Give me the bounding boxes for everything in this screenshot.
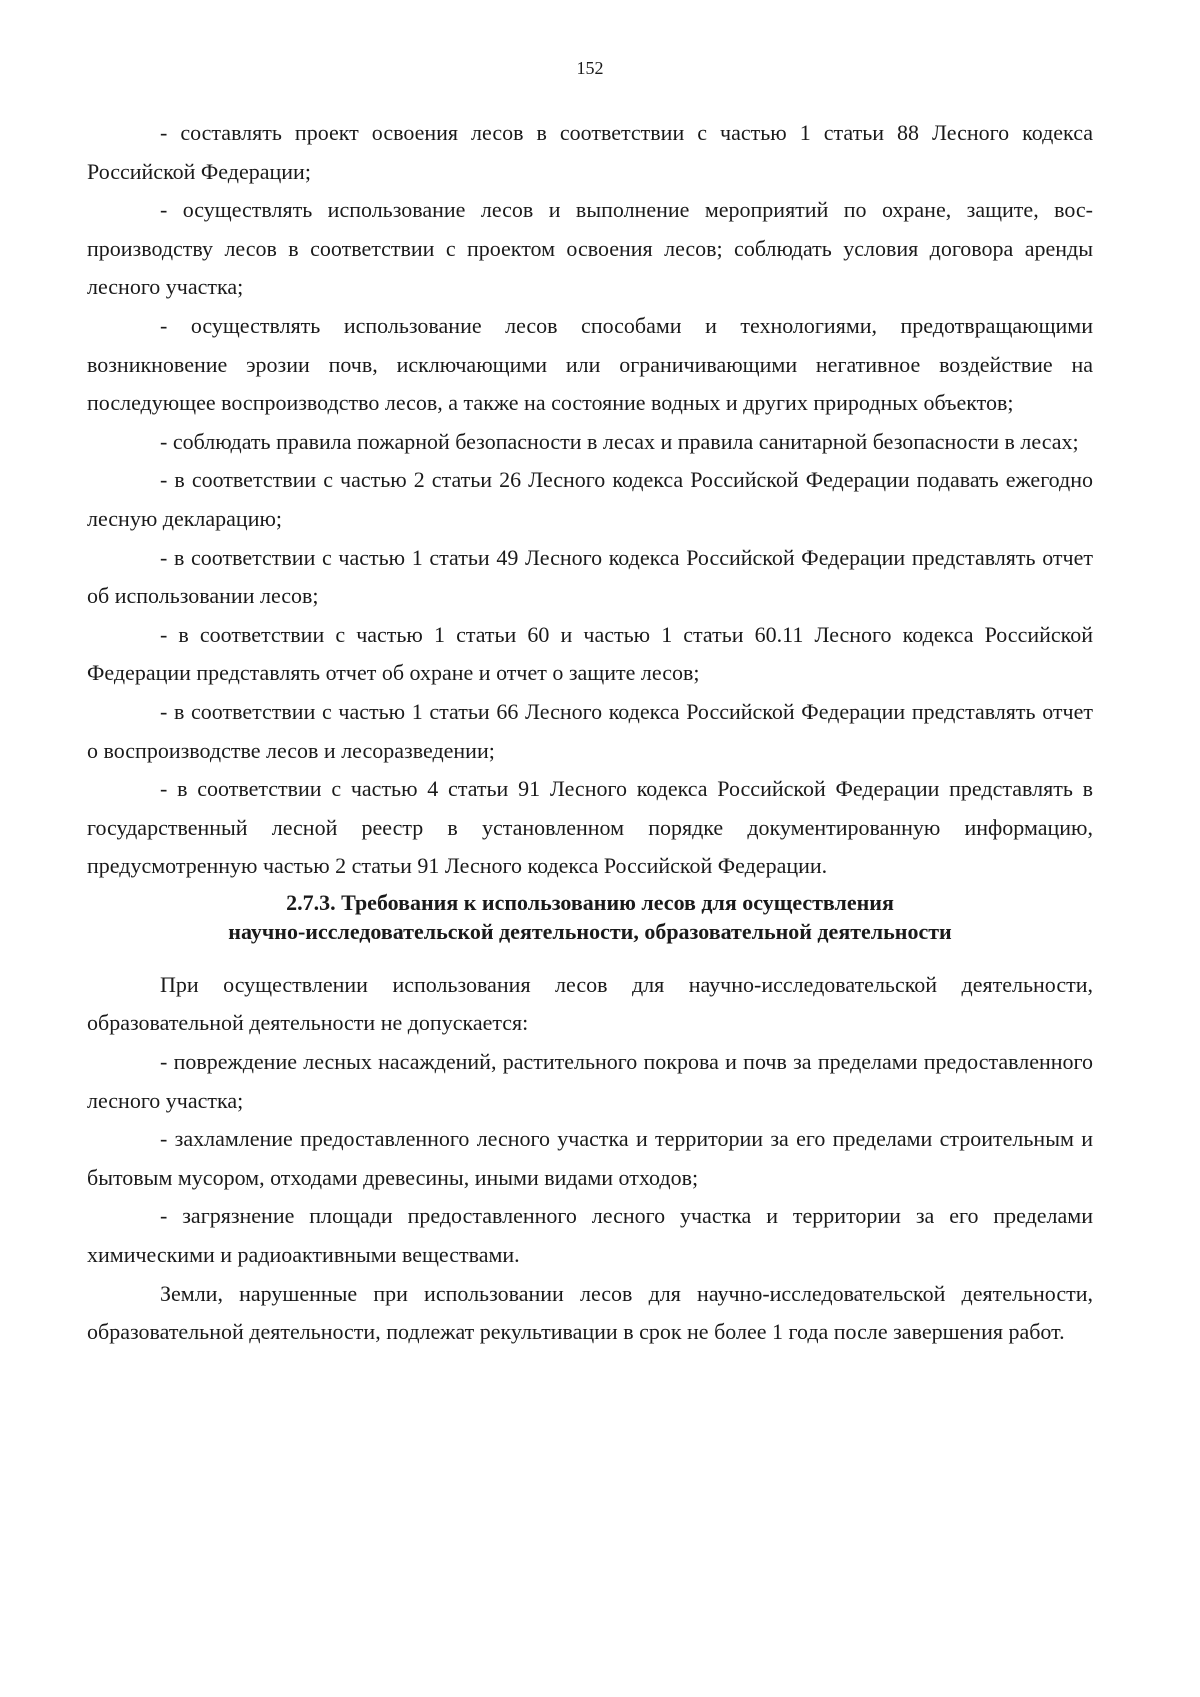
paragraph-9: - в соответствии с частью 4 статьи 91 Лесного кодекса Российской Федерации представлять в государственный лесной реестр в установленном порядке документированную информацию, предусмотренную частью 2 статьи 91 Лесного кодекса Российской Федерации. xyxy=(87,776,1093,879)
paragraph-14: Земли, нарушенные при использовании лесов для научно-исследовательской деятельности, образовательной деятельности, подлежат рекультивации в срок не более 1 года после завершения работ. xyxy=(87,1280,1093,1345)
paragraph-6: - в соответствии с частью 1 статьи 49 Лесного кодекса Российской Федерации представлять отчет об использовании лесов; xyxy=(87,544,1093,609)
paragraph-2: - осуществлять использование лесов и выполнение мероприятий по охране, защите, воспроизводству лесов в соответствии с проектом освоения лесов; соблюдать условия договора аренды лесного участка; xyxy=(87,197,1093,300)
paragraph-5: - в соответствии с частью 2 статьи 26 Лесного кодекса Российской Федерации подавать ежегодно лесную декларацию; xyxy=(87,467,1093,531)
paragraph-8: - в соответствии с частью 1 статьи 66 Лесного кодекса Российской Федерации представлять отчет о воспроизводстве лесов и лесоразведении; xyxy=(87,698,1093,763)
section-heading-line-1: 2.7.3. Требования к использованию лесов для осуществления xyxy=(286,889,894,915)
paragraph-4: - соблюдать правила пожарной безопасности в лесах и правила санитарной безопасности в лесах; xyxy=(160,428,1079,454)
section-body xyxy=(87,966,1093,1352)
paragraph-7: - в соответствии с частью 1 статьи 60 и частью 1 статьи 60.11 Лесного кодекса Российской Федерации представлять отчет об охране и отчет о защите лесов; xyxy=(87,621,1093,686)
paragraph-11: - повреждение лесных насаждений, растительного покрова и почв за пределами предоставленного лесного участка; xyxy=(87,1049,1093,1113)
paragraph-1: - составлять проект освоения лесов в соответствии с частью 1 статьи 88 Лесного кодекса Российской Федерации; xyxy=(87,120,1093,184)
page-number: 152 xyxy=(576,58,604,78)
paragraph-10: При осуществлении использования лесов для научно-исследовательской деятельности, образовательной деятельности не допускается: xyxy=(87,971,1093,1036)
section-heading-line-2: научно-исследовательской деятельности, образовательной деятельности xyxy=(228,918,952,944)
paragraph-3: - осуществлять использование лесов способами и технологиями, предотвращающими возникновение эрозии почв, исключающими или ограничивающими негативное воздействие на последующее воспроизводство лесов, а также на состояние водных и других природных объектов; xyxy=(87,312,1093,416)
paragraph-12: - захламление предоставленного лесного участка и территории за его пределами строительным и бытовым мусором, отходами древесины, иными видами отходов; xyxy=(87,1126,1093,1190)
section-heading xyxy=(87,888,1093,946)
page-content xyxy=(87,114,1093,1352)
paragraph-13: - загрязнение площади предоставленного лесного участка и территории за его пределами химическими и радиоактивными веществами. xyxy=(87,1203,1093,1268)
